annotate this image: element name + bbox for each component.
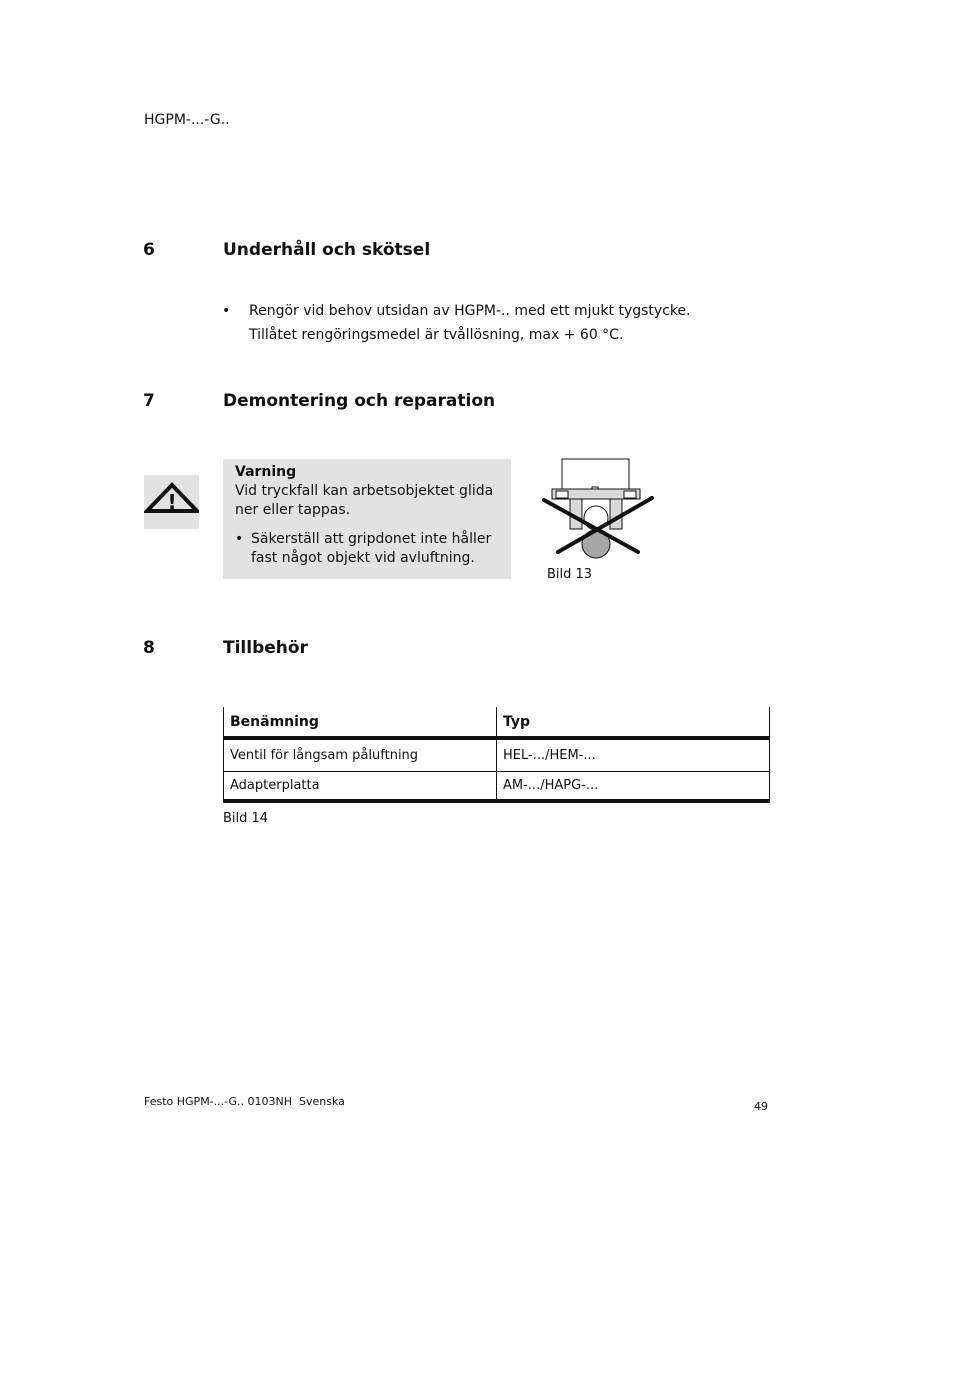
- accessories-table: [223, 707, 770, 803]
- document-header: HGPM-...-G..: [144, 112, 230, 128]
- gripper-drawing: [540, 456, 656, 560]
- page-number: 49: [754, 1100, 768, 1113]
- section-6-number: 6: [143, 240, 155, 260]
- warning-title: Varning: [235, 464, 297, 480]
- table-cell: Ventil för långsam påluftning: [224, 738, 497, 772]
- table-row: [224, 738, 770, 772]
- column-header-type: Typ: [497, 707, 770, 738]
- table-header-row: [224, 707, 770, 738]
- section-8-title: Tillbehör: [223, 638, 308, 658]
- warning-text: Vid tryckfall kan arbetsobjektet glida ner eller tappas.: [235, 483, 494, 518]
- maintenance-line-1: Rengör vid behov utsidan av HGPM-.. med ett mjukt tygstycke.: [249, 303, 691, 319]
- figure-14-caption: Bild 14: [223, 811, 269, 826]
- table-cell: HEL-.../HEM-...: [497, 738, 770, 772]
- section-7-number: 7: [143, 391, 155, 411]
- figure-13-caption: Bild 13: [547, 567, 593, 582]
- section-7-title: Demontering och reparation: [223, 391, 496, 411]
- warning-bullet-dot: •: [235, 531, 244, 547]
- maintenance-line-2: Tillåtet rengöringsmedel är tvållösning, max + 60 °C.: [249, 327, 624, 343]
- warning-icon-box: [144, 475, 199, 529]
- section-6-title: Underhåll och skötsel: [223, 240, 431, 260]
- warning-exclamation-mark: !: [167, 490, 177, 514]
- column-header-name: Benämning: [224, 707, 497, 738]
- table-cell: AM-.../HAPG-...: [497, 772, 770, 802]
- table-row: [224, 772, 770, 802]
- footer-document-info: Festo HGPM-...-G.. 0103NH Svenska: [144, 1095, 345, 1108]
- warning-triangle-icon: [144, 475, 199, 529]
- warning-bullet-text: Säkerställ att gripdonet inte håller fast något objekt vid avluftning.: [251, 531, 492, 566]
- maintenance-bullet-dot: •: [222, 303, 231, 319]
- section-8-number: 8: [143, 638, 155, 658]
- table-cell: Adapterplatta: [224, 772, 497, 802]
